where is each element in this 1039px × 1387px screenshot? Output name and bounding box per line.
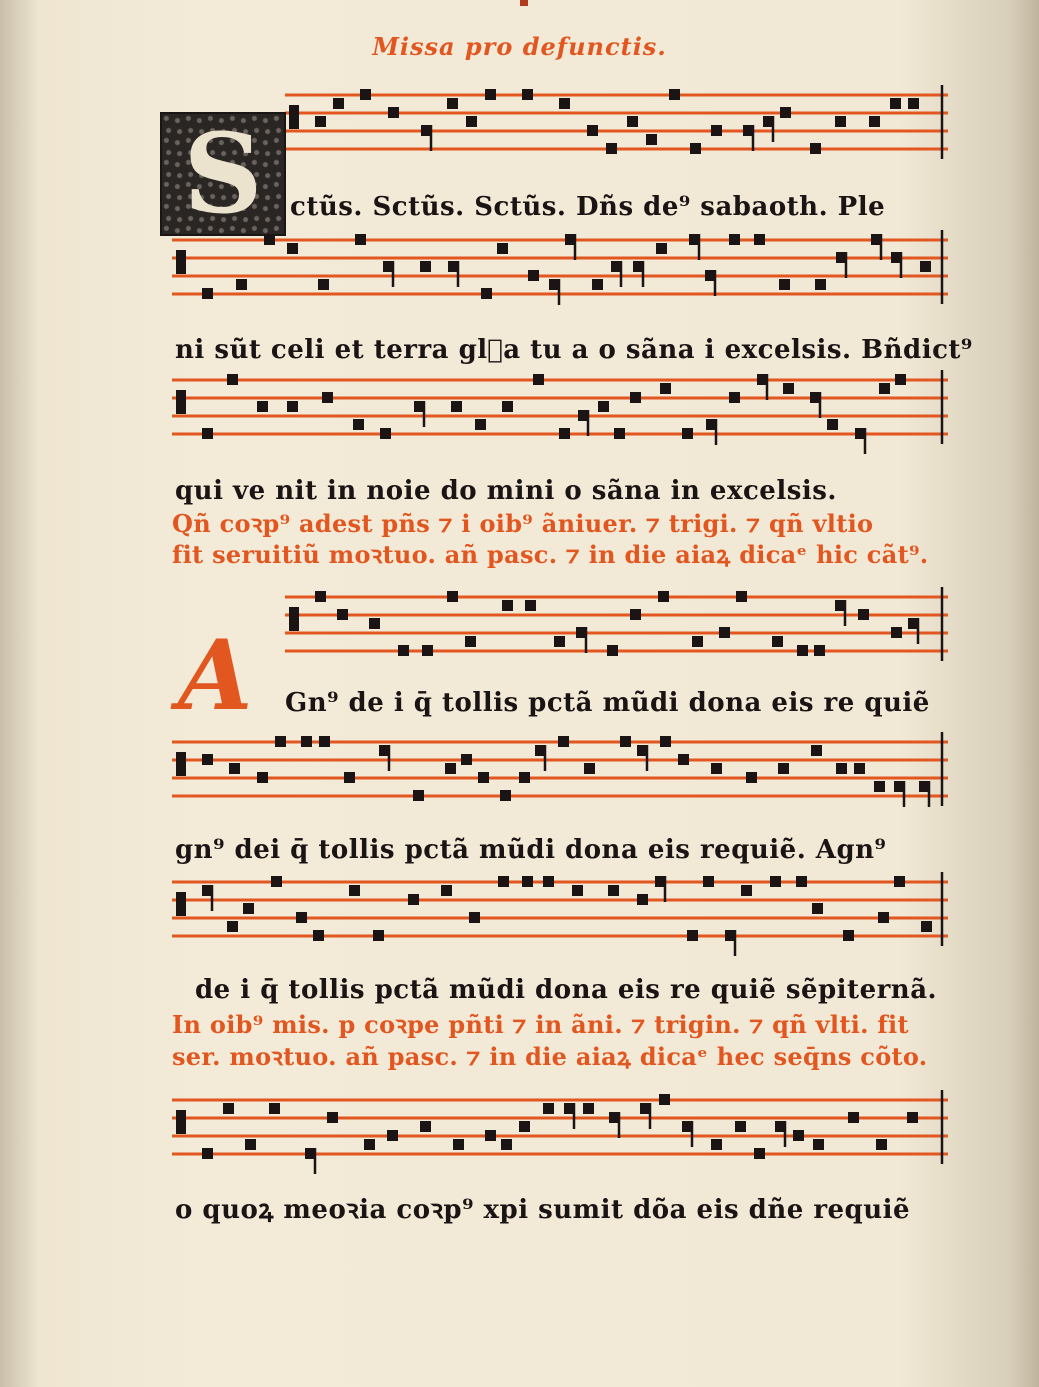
neume-note xyxy=(525,600,536,611)
neume-note xyxy=(572,885,583,896)
neume-note xyxy=(920,261,931,272)
neume-note xyxy=(690,143,701,154)
lyric-line-5: gn⁹ dei q̄ tollis pctã mũdi dona eis requiẽ. Agn⁹ xyxy=(175,835,887,865)
clef-mark xyxy=(289,607,299,631)
neume-note xyxy=(500,790,511,801)
neume-note xyxy=(543,876,554,887)
neume-note xyxy=(519,1121,530,1132)
neume-note xyxy=(296,912,307,923)
neume-note xyxy=(451,401,462,412)
neume-note xyxy=(778,763,789,774)
neume-note xyxy=(754,234,765,245)
neume-note xyxy=(408,894,419,905)
neume-note xyxy=(660,383,671,394)
neume-note xyxy=(869,116,880,127)
neume-note xyxy=(227,921,238,932)
neume-note xyxy=(736,591,747,602)
rubric-1-line-2: fit seruitiũ moꝛtuo. añ pasc. ⁊ in die aiaꝝ dicaᵉ hic cãt⁹. xyxy=(172,540,929,569)
neume-note xyxy=(879,383,890,394)
neume-note xyxy=(441,885,452,896)
neume-note xyxy=(485,1130,496,1141)
clef-mark xyxy=(176,390,186,414)
neume-note xyxy=(502,600,513,611)
neume-note xyxy=(202,1148,213,1159)
neume-note xyxy=(746,772,757,783)
neume-note xyxy=(445,763,456,774)
clef-mark xyxy=(289,105,299,129)
neume-note xyxy=(315,591,326,602)
neume-note xyxy=(461,754,472,765)
neume-note xyxy=(223,1103,234,1114)
neume-note xyxy=(202,754,213,765)
neume-note xyxy=(669,89,680,100)
neume-note xyxy=(422,645,433,656)
neume-note xyxy=(711,763,722,774)
neume-note xyxy=(637,894,648,905)
neume-note xyxy=(554,636,565,647)
neume-note xyxy=(703,876,714,887)
neume-note xyxy=(522,89,533,100)
neume-note xyxy=(355,234,366,245)
neume-note xyxy=(387,1130,398,1141)
clef-mark xyxy=(176,892,186,916)
neume-note xyxy=(353,419,364,430)
neume-note xyxy=(772,636,783,647)
neume-note xyxy=(481,288,492,299)
neume-note xyxy=(848,1112,859,1123)
neume-note xyxy=(620,736,631,747)
neume-note xyxy=(369,618,380,629)
neume-note xyxy=(245,1139,256,1150)
neume-note xyxy=(360,89,371,100)
lyric-line-4: Gn⁹ de i q̄ tollis pctã mũdi dona eis re quiẽ xyxy=(285,688,930,718)
neume-note xyxy=(465,636,476,647)
lyric-line-1: ctũs. Sctũs. Sctũs. Dñs de⁹ sabaoth. Ple xyxy=(290,192,886,222)
neume-note xyxy=(854,763,865,774)
neume-note xyxy=(659,1094,670,1105)
neume-note xyxy=(388,107,399,118)
neume-note xyxy=(344,772,355,783)
neume-note xyxy=(827,419,838,430)
neume-note xyxy=(682,428,693,439)
neume-note xyxy=(606,143,617,154)
neume-note xyxy=(315,116,326,127)
neume-note xyxy=(559,98,570,109)
neume-note xyxy=(630,392,641,403)
neume-note xyxy=(660,736,671,747)
neume-note xyxy=(322,392,333,403)
neume-note xyxy=(770,876,781,887)
neume-note xyxy=(793,1130,804,1141)
neume-note xyxy=(711,125,722,136)
neume-note xyxy=(587,125,598,136)
clef-mark xyxy=(176,1110,186,1134)
neume-note xyxy=(584,763,595,774)
neume-note xyxy=(907,1112,918,1123)
neume-note xyxy=(779,279,790,290)
neume-note xyxy=(890,98,901,109)
neume-note xyxy=(364,1139,375,1150)
neume-note xyxy=(466,116,477,127)
neume-note xyxy=(269,1103,280,1114)
rubric-2-line-1: In oib⁹ mis. p coꝛpe pñti ⁊ in ãni. ⁊ trigin. ⁊ qñ vlti. fit xyxy=(172,1010,909,1039)
neume-note xyxy=(813,1139,824,1150)
neume-note xyxy=(478,772,489,783)
neume-note xyxy=(780,107,791,118)
page-header: Missa pro defunctis. xyxy=(372,32,667,61)
neume-note xyxy=(453,1139,464,1150)
neume-note xyxy=(797,645,808,656)
neume-note xyxy=(921,921,932,932)
neume-note xyxy=(519,772,530,783)
neume-note xyxy=(319,736,330,747)
neume-note xyxy=(811,745,822,756)
neume-note xyxy=(908,98,919,109)
neume-note xyxy=(687,930,698,941)
neume-note xyxy=(202,288,213,299)
rubric-2-line-2: ser. moꝛtuo. añ pasc. ⁊ in die aiaꝝ dicaᵉ hec seq̄ns cõto. xyxy=(172,1042,928,1071)
neume-note xyxy=(843,930,854,941)
neume-note xyxy=(592,279,603,290)
neume-note xyxy=(858,609,869,620)
neume-note xyxy=(227,374,238,385)
neume-note xyxy=(202,428,213,439)
neume-note xyxy=(469,912,480,923)
neume-note xyxy=(236,279,247,290)
neume-note xyxy=(229,763,240,774)
neume-note xyxy=(501,1139,512,1150)
neume-note xyxy=(836,763,847,774)
neume-note xyxy=(528,270,539,281)
neume-note xyxy=(735,1121,746,1132)
initial-letter-s: S xyxy=(183,109,263,238)
neume-note xyxy=(502,401,513,412)
neume-note xyxy=(257,772,268,783)
neume-note xyxy=(646,134,657,145)
neume-note xyxy=(275,736,286,747)
neume-note xyxy=(614,428,625,439)
neume-note xyxy=(814,645,825,656)
neume-note xyxy=(420,1121,431,1132)
neume-note xyxy=(533,374,544,385)
neume-note xyxy=(627,116,638,127)
neume-note xyxy=(598,401,609,412)
neume-note xyxy=(318,279,329,290)
neume-note xyxy=(608,885,619,896)
neume-note xyxy=(558,736,569,747)
lyric-line-3: qui ve nit in noie do mini o sãna in excelsis. xyxy=(175,476,837,506)
neume-note xyxy=(678,754,689,765)
neume-note xyxy=(692,636,703,647)
neume-note xyxy=(313,930,324,941)
neume-note xyxy=(447,591,458,602)
neume-note xyxy=(337,609,348,620)
neume-note xyxy=(658,591,669,602)
rubric-1-line-1: Qñ coꝛp⁹ adest pñs ⁊ i oib⁹ ãniuer. ⁊ trigi. ⁊ qñ vltio xyxy=(172,509,874,538)
neume-note xyxy=(607,645,618,656)
neume-note xyxy=(380,428,391,439)
neume-note xyxy=(271,876,282,887)
neume-note xyxy=(895,374,906,385)
neume-note xyxy=(497,243,508,254)
neume-note xyxy=(876,1139,887,1150)
neume-note xyxy=(874,781,885,792)
neume-note xyxy=(729,234,740,245)
neume-note xyxy=(630,609,641,620)
neume-note xyxy=(257,401,268,412)
clef-mark xyxy=(176,752,186,776)
neume-note xyxy=(349,885,360,896)
neume-note xyxy=(420,261,431,272)
neume-note xyxy=(543,1103,554,1114)
neume-note xyxy=(475,419,486,430)
neume-note xyxy=(522,876,533,887)
clef-mark xyxy=(176,250,186,274)
lyric-line-2: ni sũt celi et terra gl᷑a tu a o sãna i excelsis. Bñdict⁹ xyxy=(175,335,973,365)
neume-note xyxy=(498,876,509,887)
neume-note xyxy=(741,885,752,896)
neume-note xyxy=(559,428,570,439)
decorated-initial-s xyxy=(160,109,286,238)
neume-note xyxy=(729,392,740,403)
neume-note xyxy=(398,645,409,656)
neume-note xyxy=(711,1139,722,1150)
neume-note xyxy=(583,1103,594,1114)
neume-note xyxy=(754,1148,765,1159)
neume-note xyxy=(413,790,424,801)
neume-note xyxy=(719,627,730,638)
neume-note xyxy=(894,876,905,887)
neume-note xyxy=(333,98,344,109)
lyric-line-7: o quoꝝ meoꝛia coꝛp⁹ xpi sumit dõa eis dñe requiẽ xyxy=(175,1195,911,1225)
neume-note xyxy=(783,383,794,394)
neume-note xyxy=(796,876,807,887)
neume-note xyxy=(485,89,496,100)
neume-note xyxy=(891,627,902,638)
neume-note xyxy=(447,98,458,109)
neume-note xyxy=(815,279,826,290)
neume-note xyxy=(656,243,667,254)
neume-note xyxy=(812,903,823,914)
lyric-line-6: de i q̄ tollis pctã mũdi dona eis re quiẽ sẽpiternã. xyxy=(195,975,938,1005)
neume-note xyxy=(327,1112,338,1123)
neume-note xyxy=(287,401,298,412)
neume-note xyxy=(243,903,254,914)
neume-note xyxy=(878,912,889,923)
neume-note xyxy=(810,143,821,154)
neume-note xyxy=(835,116,846,127)
neume-note xyxy=(373,930,384,941)
neume-note xyxy=(301,736,312,747)
neume-note xyxy=(287,243,298,254)
red-initial-a: A xyxy=(178,619,253,732)
